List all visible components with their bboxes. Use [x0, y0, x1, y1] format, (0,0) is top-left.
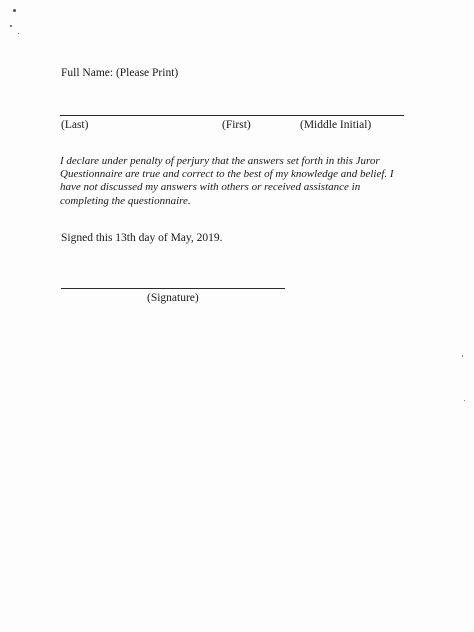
scan-speck	[18, 33, 19, 34]
last-name-label: (Last)	[61, 119, 89, 131]
perjury-declaration: I declare under penalty of perjury that the answers set forth in this Juror Questionnaire are true and correct to the best of my knowledge and belief. I have not discussed my answers with others or received assistance in completing the questionnaire.	[60, 155, 394, 207]
scan-speck	[10, 25, 12, 27]
full-name-line	[60, 115, 404, 116]
scan-speck	[13, 9, 16, 12]
scan-speck	[464, 400, 465, 401]
first-name-label: (First)	[222, 119, 251, 131]
signed-date-text: Signed this 13th day of May, 2019.	[61, 232, 223, 244]
middle-initial-label: (Middle Initial)	[300, 119, 372, 131]
signature-line	[61, 288, 285, 289]
full-name-label: Full Name: (Please Print)	[61, 67, 179, 79]
scan-speck	[462, 355, 463, 357]
signature-label: (Signature)	[147, 292, 199, 304]
